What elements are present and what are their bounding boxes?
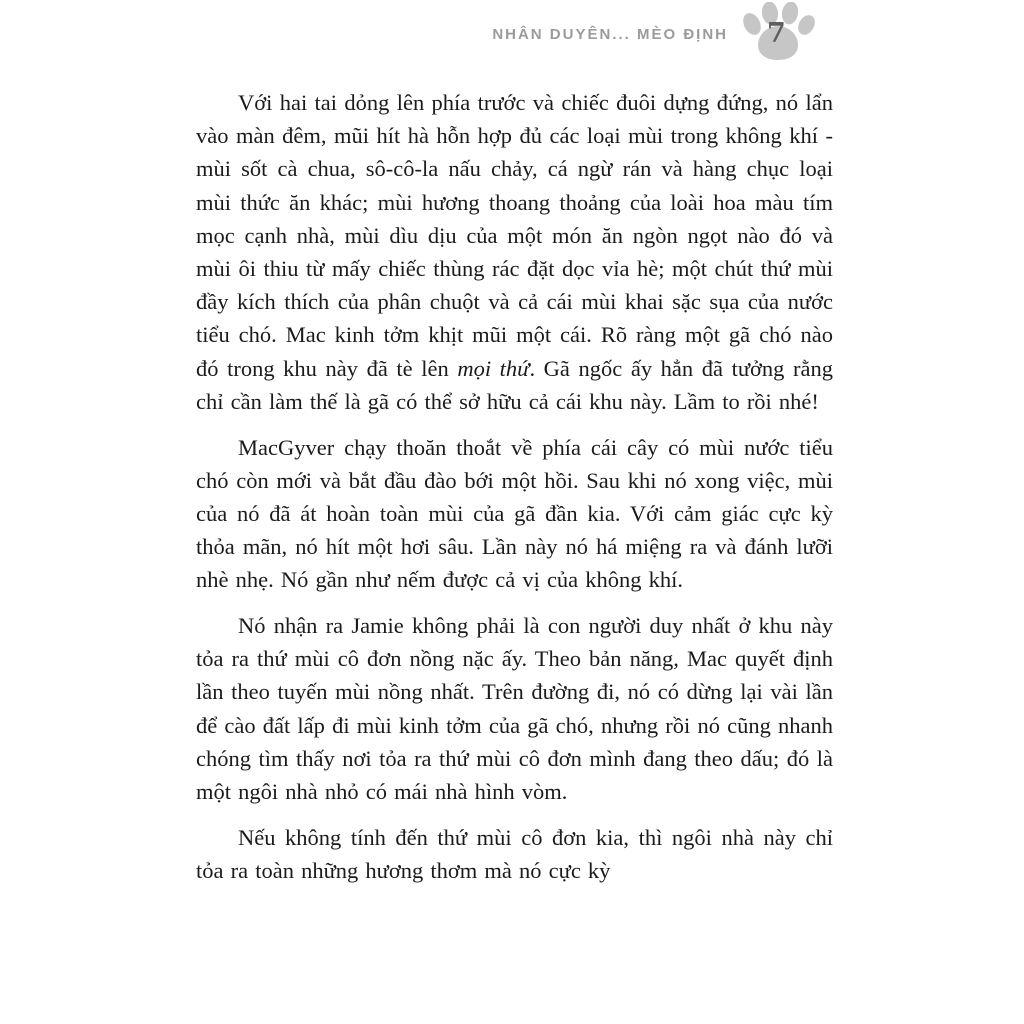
paragraph-1-text: Với hai tai dỏng lên phía trước và chiếc đuôi dựng đứng, nó lẩn vào màn đêm, mũi hít hà hỗn hợp đủ các loại mùi trong không khí - mùi sốt cà chua, sô-cô-la nấu chảy, cá ngừ rán và hàng chục loại mùi thức ăn khác; mùi hương thoang thoảng của loài hoa màu tím mọc cạnh nhà, mùi dìu dịu của một món ăn ngòn ngọt nào đó và mùi ôi thiu từ mấy chiếc thùng rác đặt dọc vỉa hè; một chút thứ mùi đầy kích thích của phân chuột và cả cái mùi khai sặc sụa của nước tiểu chó. Mac kinh tởm khịt mũi một cái. Rõ ràng một gã chó nào đó trong khu này đã tè lên: [196, 90, 833, 381]
running-title: NHÂN DUYÊN... MÈO ĐỊNH: [492, 26, 728, 43]
paragraph-1-italic-phrase: mọi thứ: [457, 355, 530, 381]
paragraph-3: Nó nhận ra Jamie không phải là con người duy nhất ở khu này tỏa ra thứ mùi cô đơn nồng nặc ấy. Theo bản năng, Mac quyết định lần theo tuyến mùi nồng nhất. Trên đường đi, nó có dừng lại vài lần để cào đất lấp đi mùi kinh tởm của gã chó, nhưng rồi nó cũng nhanh chóng tìm thấy nơi tỏa ra thứ mùi cô đơn mình đang theo dấu; đó là một ngôi nhà nhỏ có mái nhà hình vòm.: [196, 613, 833, 805]
page-number: 7: [767, 18, 786, 49]
paragraph-1-text-after: . Gã ngốc ấy hẳn đã tưởng rằng chỉ cần làm thế là gã có thể sở hữu cả cái khu này. Lầm to rồi nhé!: [196, 355, 833, 414]
paragraph-2: MacGyver chạy thoăn thoắt về phía cái cây có mùi nước tiểu chó còn mới và bắt đầu đào bới một hồi. Sau khi nó xong việc, mùi của nó đã át hoàn toàn mùi của gã đần kia. Với cảm giác cực kỳ thỏa mãn, nó hít một hơi sâu. Lần này nó há miệng ra và đánh lưỡi nhè nhẹ. Nó gần như nếm được cả vị của không khí.: [196, 434, 833, 593]
page-body: [196, 86, 833, 900]
paragraph-1: [196, 86, 833, 418]
paragraph-4: Nếu không tính đến thứ mùi cô đơn kia, thì ngôi nhà này chỉ tỏa ra toàn những hương thơm mà nó cực kỳ: [196, 824, 833, 883]
paw-print-icon: [738, 2, 818, 60]
